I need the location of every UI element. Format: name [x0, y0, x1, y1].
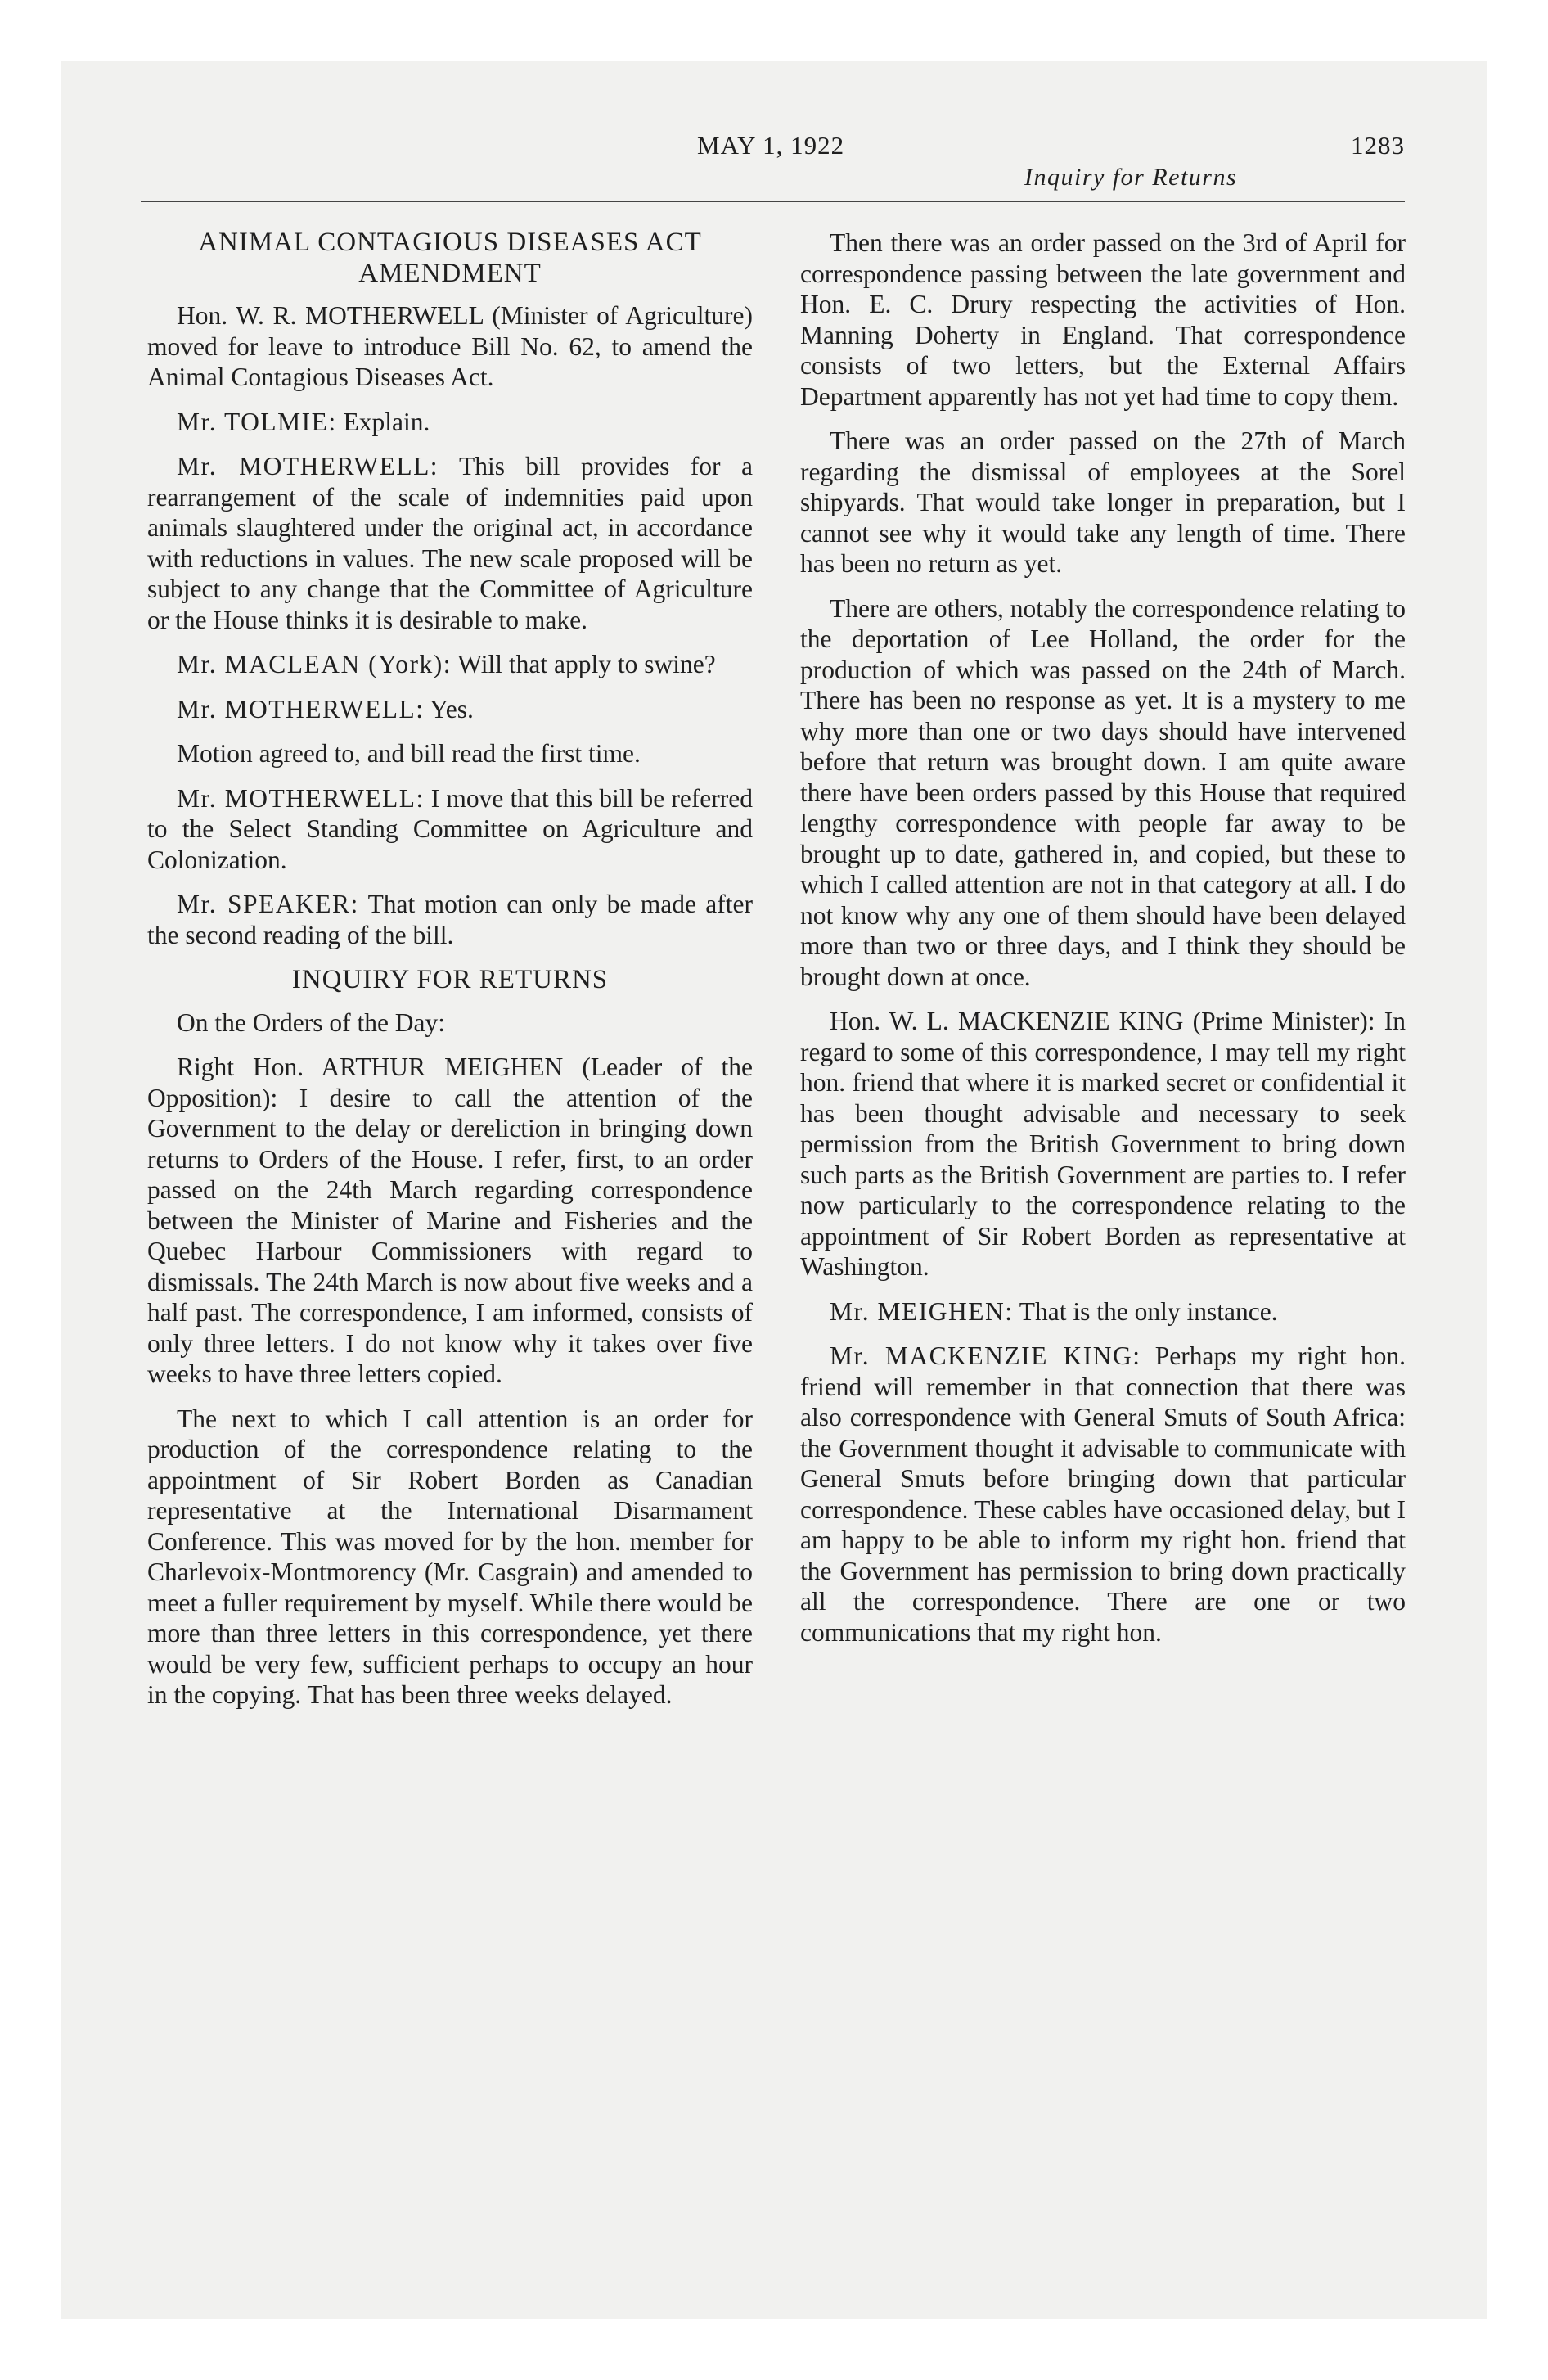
page-number: 1283 [1351, 131, 1405, 160]
speaker-name: Hon. W. L. MACKENZIE KING (Prime Minister): [830, 1007, 1375, 1035]
paragraph [147, 889, 753, 950]
paragraph: On the Orders of the Day: [177, 1007, 446, 1037]
paragraph [147, 649, 753, 680]
speaker-name: Mr. TOLMIE: [177, 407, 337, 436]
speech-text: That is the only instance. [1013, 1296, 1278, 1326]
left-column [147, 228, 753, 1724]
speaker-name: Mr. MACLEAN (York): [177, 650, 452, 678]
paragraph: The next to which I call attention is an order for production of the correspondence relating to the appointment of Sir Robert Borden as Canadian representative at the International Disarmament Conference. This was moved for by the hon. member for Charlevoix-Montmorency (Mr. Casgrain) and amended to meet a fuller requirement by myself. While there would be more than three letters in this correspondence, yet there would be very few, sufficient perhaps to occupy an hour in the copying. That has been three weeks delayed. [147, 1404, 753, 1709]
paragraph [147, 407, 753, 438]
section-heading-inquiry-for-returns: INQUIRY FOR RETURNS [291, 965, 609, 994]
speech-text: I desire to call the attention of the Government to the delay or dereliction in bringing down returns to Orders of the House. I refer, first, to an order passed on the 24th March regarding correspondence between the Minister of Marine and Fisheries and the Quebec Harbour Commissioners with regard to dismissals. The 24th March is now about five weeks and a half past. The correspondence, I am informed, consists of only three letters. I do not know why it takes over five weeks to have three letters copied. [147, 1083, 753, 1388]
header-rule [141, 201, 1405, 202]
header-section-title: Inquiry for Returns [1024, 164, 1238, 191]
speech-text: I move that this bill be referred to the Select Standing Committee on Agriculture and Colonization. [147, 783, 753, 874]
paragraph: There are others, notably the correspondence relating to the deportation of Lee Holland, the order for the production of which was passed on the 24th of March. There has been no response as yet. It is a mystery to me why more than one or two days should have intervened before that return was brought down. I am quite aware there have been orders passed by this House that required lengthy correspondence with people far away to be brought up to date, gathered in, and copied, but these to which I called attention are not in that category at all. I do not know why any one of them should have been delayed more than two or three days, and I think they should be brought down at once. [800, 593, 1406, 991]
paragraph [800, 1006, 1406, 1282]
speaker-name: Mr. MOTHERWELL: [177, 694, 425, 723]
speech-text: Will that apply to swine? [451, 650, 716, 678]
right-column [800, 228, 1406, 1661]
speech-text: That motion can only be made after the second reading of the bill. [147, 890, 754, 949]
speech-text: Perhaps my right hon. friend will remember in that connection that there was also correspondence with General Smuts of South Africa: the Government thought it advisable to communicate with General Smuts before bringing down that particular correspondence. These cables have occasioned delay, but I am happy to be able to inform my right hon. friend that the Government has permission to bring down practically all the correspondence. There are one or two communications that my right hon. [800, 1341, 1406, 1647]
speaker-name: Mr. MOTHERWELL: [177, 452, 439, 480]
paragraph [800, 1341, 1406, 1648]
paragraph [147, 451, 753, 635]
speaker-name: Mr. MACKENZIE KING: [830, 1341, 1141, 1370]
speaker-name: Mr. MOTHERWELL: [177, 783, 425, 813]
speech-text: In regard to some of this correspondence, I may tell my right hon. friend that where it is marked secret or confidential it has been thought advisable and necessary to seek permission from the British Government to bring down such parts as the British Government are parties to. I refer now particularly to the correspondence relating to the appointment of Sir Robert Borden as representative at Washington. [800, 1007, 1406, 1281]
paragraph: Motion agreed to, and bill read the first time. [177, 739, 641, 768]
paragraph [147, 1052, 753, 1390]
running-header [141, 131, 1405, 191]
section-heading-animal-diseases: ANIMAL CONTAGIOUS DISEASES ACT AMENDMENT [198, 228, 702, 288]
speech-text: Explain. [336, 407, 430, 436]
speaker-name: Right Hon. ARTHUR MEIGHEN (Leader of the Opposition): [147, 1053, 753, 1112]
speaker-name: Mr. MEIGHEN: [830, 1296, 1014, 1326]
header-date: MAY 1, 1922 [697, 131, 845, 160]
paragraph [147, 783, 753, 876]
paragraph [147, 694, 753, 725]
speech-text: Yes. [424, 694, 474, 723]
paragraph: There was an order passed on the 27th of March regarding the dismissal of employees at the Sorel shipyards. That would take longer in preparation, but I cannot see why it would take any length of time. There has been no return as yet. [800, 426, 1406, 578]
paragraph [800, 1296, 1406, 1327]
speaker-name: Mr. SPEAKER: [177, 890, 359, 918]
paragraph: Then there was an order passed on the 3rd of April for correspondence passing between the late government and Hon. E. C. Drury respecting the activities of Hon. Manning Doherty in England. That correspondence consists of two letters, but the External Affairs Department apparently has not yet had time to copy them. [800, 228, 1406, 411]
speech-text: This bill provides for a rearrangement of the scale of indemnities paid upon animals slaughtered under the original act, in accordance with reductions in values. The new scale proposed will be subject to any change that the Committee of Agriculture or the House thinks it is desirable to make. [147, 452, 753, 634]
paragraph: Hon. W. R. MOTHERWELL (Minister of Agriculture) moved for leave to introduce Bill No. 62, to amend the Animal Contagious Diseases Act. [147, 301, 753, 391]
